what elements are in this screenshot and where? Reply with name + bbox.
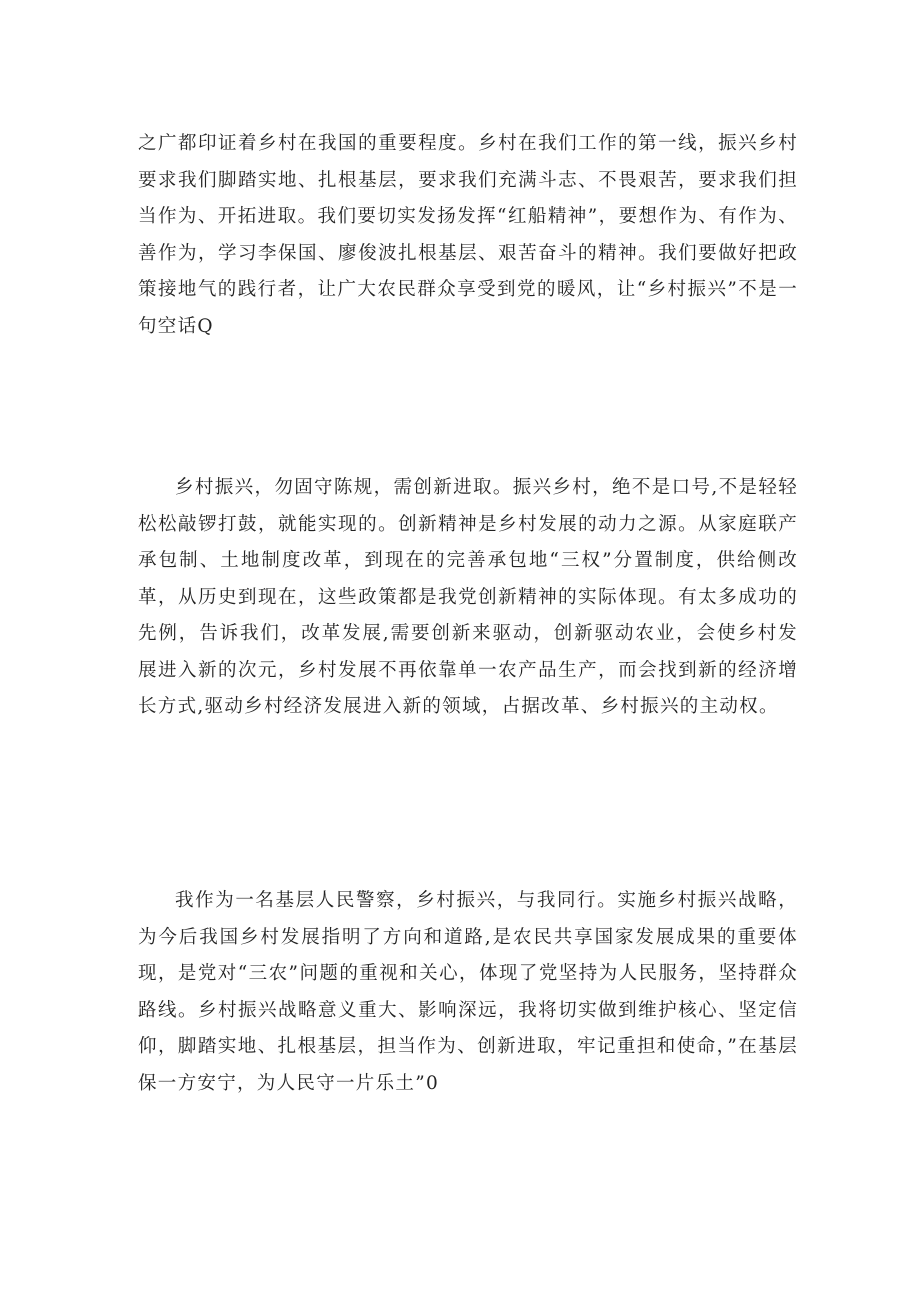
paragraph-1: 之广都印证着乡村在我国的重要程度。乡村在我们工作的第一线，振兴乡村要求我们脚踏实地、扎根基层，要求我们充满斗志、不畏艰苦，要求我们担当作为、开拓进取。我们要切实发扬发挥“红船精神”，要想作为、有作为、善作为，学习李保国、廖俊波扎根基层、艰苦奋斗的精神。我们要做好把政策接地气的践行者，让广大农民群众享受到党的暖风，让“乡村振兴”不是一句空话Q <box>138 133 798 337</box>
paragraph-3: 我作为一名基层人民警察，乡村振兴，与我同行。实施乡村振兴战略，为今后我国乡村发展指明了方向和道路,是农民共享国家发展成果的重要体现，是党对“三农”问题的重视和关心，体现了党坚持为人民服务，坚持群众路线。乡村振兴战略意义重大、影响深远，我将切实做到维护核心、坚定信仰，脚踏实地、扎根基层，担当作为、创新进取，牢记重担和使命，”在基层保一方安宁，为人民守一片乐土”0 <box>138 890 798 1094</box>
paragraph-2: 乡村振兴，勿固守陈规，需创新进取。振兴乡村，绝不是口号,不是轻轻松松敲锣打鼓，就能实现的。创新精神是乡村发展的动力之源。从家庭联产承包制、土地制度改革，到现在的完善承包地“三权”分置制度，供给侧改革，从历史到现在，这些政策都是我党创新精神的实际体现。有太多成功的先例，告诉我们，改革发展,需要创新来驱动，创新驱动农业，会使乡村发展进入新的次元，乡村发展不再依靠单一农产品生产，而会找到新的经济增长方式,驱动乡村经济发展进入新的领域，占据改革、乡村振兴的主动权。 <box>138 477 798 717</box>
